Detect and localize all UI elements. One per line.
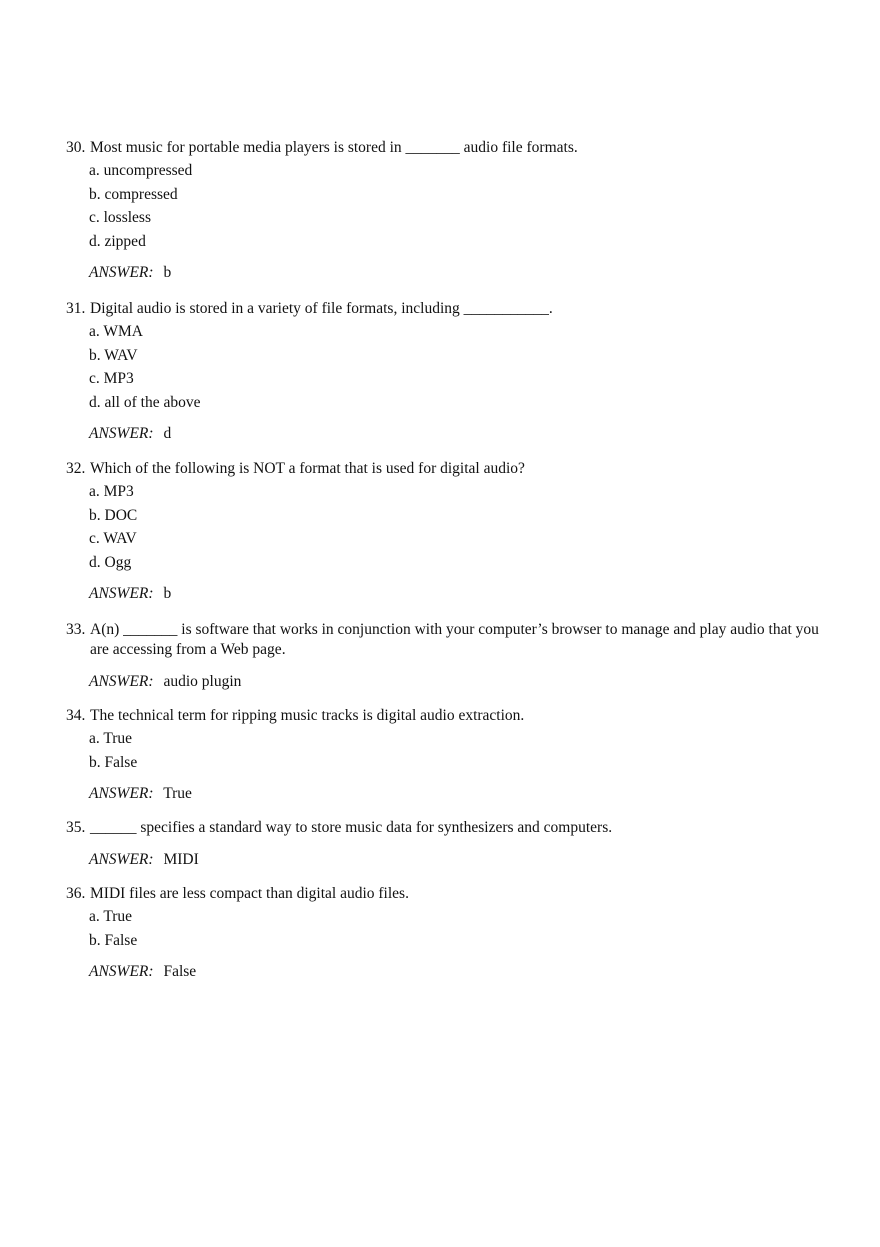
question-number: 35. (66, 819, 86, 836)
option-b: b. False (89, 931, 138, 949)
answer-line (89, 263, 826, 283)
question-number: 31. (66, 300, 86, 317)
option-b: b. WAV (89, 346, 138, 364)
question-stem (66, 138, 826, 158)
option-b: b. compressed (89, 185, 178, 203)
answer-value: True (163, 784, 192, 802)
question-stem (66, 459, 826, 479)
option-d: d. zipped (89, 232, 146, 250)
question-stem (66, 818, 826, 838)
answer-line (89, 850, 826, 870)
question-number: 36. (66, 885, 86, 902)
question-36 (66, 884, 826, 982)
question-stem (66, 706, 826, 726)
option-a: a. True (89, 908, 133, 925)
question-31 (66, 299, 826, 444)
option-a: a. uncompressed (89, 162, 193, 179)
question-number: 30. (66, 139, 86, 156)
question-text: The technical term for ripping music tracks is digital audio extraction. (90, 707, 525, 724)
answer-value: b (163, 584, 172, 602)
option-list (89, 482, 826, 573)
answer-label: ANSWER: (89, 263, 154, 281)
option-list (89, 161, 826, 252)
option-a: a. WMA (89, 323, 143, 340)
answer-line (89, 784, 826, 804)
answer-line (89, 584, 826, 604)
question-34 (66, 706, 826, 804)
option-list (89, 322, 826, 413)
option-list (89, 729, 826, 773)
option-c: c. MP3 (89, 370, 134, 387)
answer-label: ANSWER: (89, 584, 154, 602)
option-d: d. Ogg (89, 553, 132, 571)
option-b: b. DOC (89, 506, 138, 524)
answer-label: ANSWER: (89, 851, 154, 868)
question-text: Most music for portable media players is stored in _______ audio file formats. (90, 139, 578, 156)
answer-label: ANSWER: (89, 784, 154, 802)
answer-value: False (163, 962, 197, 980)
question-30 (66, 138, 826, 283)
question-33 (66, 620, 826, 692)
question-stem (66, 620, 826, 660)
question-text: A(n) _______ is software that works in conjunction with your computer’s browser to manage and play audio that you are accessing from a Web page. (90, 621, 819, 658)
question-stem (66, 299, 826, 319)
question-number: 32. (66, 460, 86, 477)
question-text: ______ specifies a standard way to store music data for synthesizers and computers. (90, 819, 613, 836)
answer-label: ANSWER: (89, 424, 154, 442)
answer-line (89, 424, 826, 444)
answer-label: ANSWER: (89, 673, 154, 690)
question-32 (66, 459, 826, 604)
answer-value: MIDI (163, 851, 199, 868)
question-number: 34. (66, 707, 86, 724)
answer-value: d (163, 424, 172, 442)
question-number: 33. (66, 621, 86, 638)
option-c: c. lossless (89, 209, 151, 226)
answer-value: audio plugin (163, 673, 242, 690)
question-text: Which of the following is NOT a format that is used for digital audio? (90, 460, 525, 477)
answer-line (89, 672, 826, 692)
option-c: c. WAV (89, 530, 137, 547)
question-stem (66, 884, 826, 904)
question-35 (66, 818, 826, 870)
option-a: a. MP3 (89, 483, 134, 500)
question-text: MIDI files are less compact than digital audio files. (90, 885, 409, 902)
option-a: a. True (89, 730, 133, 747)
option-list (89, 907, 826, 951)
option-d: d. all of the above (89, 393, 201, 411)
option-b: b. False (89, 753, 138, 771)
answer-value: b (163, 263, 172, 281)
question-text: Digital audio is stored in a variety of file formats, including ___________. (90, 300, 553, 317)
answer-label: ANSWER: (89, 962, 154, 980)
answer-line (89, 962, 826, 982)
